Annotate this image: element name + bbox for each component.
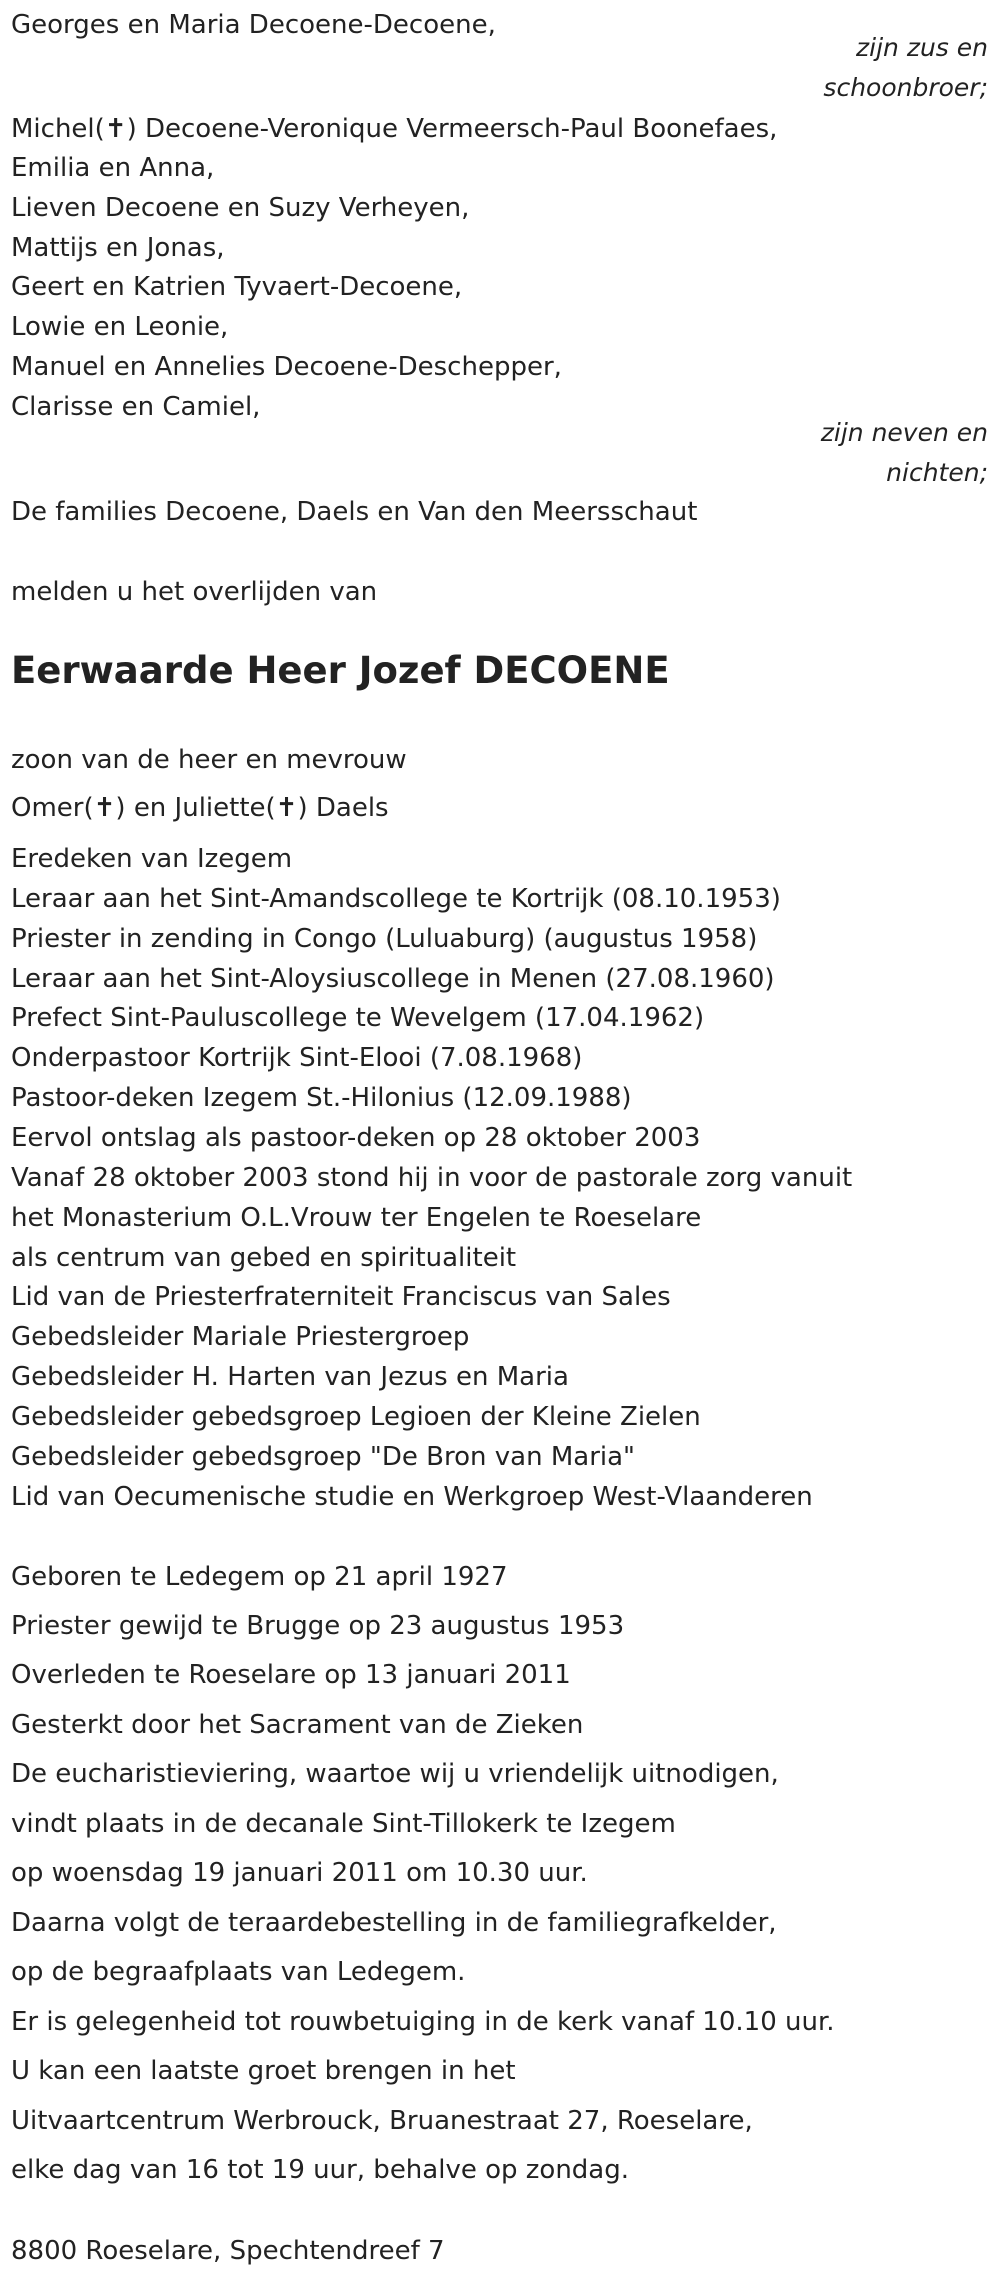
family-line-1: Georges en Maria Decoene-Decoene, (11, 10, 496, 40)
career-line: als centrum van gebed en spiritualiteit (11, 1243, 517, 1273)
parents-line-1: zoon van de heer en mevrouw (11, 745, 407, 775)
career-line: Gebedsleider gebedsgroep Legioen der Kleine Zielen (11, 1402, 701, 1432)
career-line: Lid van Oecumenische studie en Werkgroep West-Vlaanderen (11, 1482, 813, 1512)
detail-line: U kan een laatste groet brengen in het (11, 2056, 516, 2086)
career-line: Onderpastoor Kortrijk Sint-Elooi (7.08.1968) (11, 1043, 583, 1073)
detail-line: op woensdag 19 januari 2011 om 10.30 uur. (11, 1858, 588, 1888)
career-line: Gebedsleider H. Harten van Jezus en Maria (11, 1362, 569, 1392)
career-line: Leraar aan het Sint-Aloysiuscollege in Menen (27.08.1960) (11, 964, 775, 994)
relation-label-1b: schoonbroer; (823, 73, 988, 102)
announcement: melden u het overlijden van (11, 577, 378, 607)
detail-line: De eucharistieviering, waartoe wij u vriendelijk uitnodigen, (11, 1759, 779, 1789)
address: 8800 Roeselare, Spechtendreef 7 (11, 2236, 445, 2266)
relation-label-2b: nichten; (886, 458, 988, 487)
deceased-name: Eerwaarde Heer Jozef DECOENE (11, 649, 670, 692)
parents-line-2: Omer(✝) en Juliette(✝) Daels (11, 793, 389, 823)
career-line: Eredeken van Izegem (11, 844, 293, 874)
detail-line: Daarna volgt de teraardebestelling in de familiegrafkelder, (11, 1908, 777, 1938)
career-line: Lid van de Priesterfraterniteit Franciscus van Sales (11, 1282, 671, 1312)
detail-line: Gesterkt door het Sacrament van de Zieken (11, 1710, 584, 1740)
family-line-8: Manuel en Annelies Decoene-Deschepper, (11, 352, 562, 382)
detail-line: elke dag van 16 tot 19 uur, behalve op zondag. (11, 2155, 630, 2185)
detail-line: Overleden te Roeselare op 13 januari 2011 (11, 1660, 571, 1690)
career-line: Leraar aan het Sint-Amandscollege te Kortrijk (08.10.1953) (11, 884, 781, 914)
family-line-6: Geert en Katrien Tyvaert-Decoene, (11, 272, 463, 302)
career-line: Pastoor-deken Izegem St.-Hilonius (12.09.1988) (11, 1083, 632, 1113)
career-line: Eervol ontslag als pastoor-deken op 28 oktober 2003 (11, 1123, 701, 1153)
relation-label-1a: zijn zus en (856, 33, 988, 62)
family-line-7: Lowie en Leonie, (11, 312, 229, 342)
detail-line: Uitvaartcentrum Werbrouck, Bruanestraat 27, Roeselare, (11, 2106, 753, 2136)
family-line-5: Mattijs en Jonas, (11, 233, 225, 263)
family-line-4: Lieven Decoene en Suzy Verheyen, (11, 193, 470, 223)
detail-line: vindt plaats in de decanale Sint-Tillokerk te Izegem (11, 1809, 676, 1839)
detail-line: Geboren te Ledegem op 21 april 1927 (11, 1562, 508, 1592)
detail-line: op de begraafplaats van Ledegem. (11, 1957, 466, 1987)
career-line: Gebedsleider gebedsgroep "De Bron van Maria" (11, 1442, 636, 1472)
family-line-10: De families Decoene, Daels en Van den Meersschaut (11, 497, 698, 527)
relation-label-2a: zijn neven en (820, 418, 988, 447)
career-line: Prefect Sint-Pauluscollege te Wevelgem (17.04.1962) (11, 1003, 705, 1033)
family-line-9: Clarisse en Camiel, (11, 392, 261, 422)
career-line: het Monasterium O.L.Vrouw ter Engelen te Roeselare (11, 1203, 702, 1233)
career-line: Priester in zending in Congo (Luluaburg) (augustus 1958) (11, 924, 758, 954)
career-line: Vanaf 28 oktober 2003 stond hij in voor de pastorale zorg vanuit (11, 1163, 853, 1193)
detail-line: Er is gelegenheid tot rouwbetuiging in de kerk vanaf 10.10 uur. (11, 2007, 835, 2037)
detail-line: Priester gewijd te Brugge op 23 augustus 1953 (11, 1611, 625, 1641)
family-line-2: Michel(✝) Decoene-Veronique Vermeersch-Paul Boonefaes, (11, 114, 778, 144)
family-line-3: Emilia en Anna, (11, 153, 215, 183)
career-line: Gebedsleider Mariale Priestergroep (11, 1322, 470, 1352)
